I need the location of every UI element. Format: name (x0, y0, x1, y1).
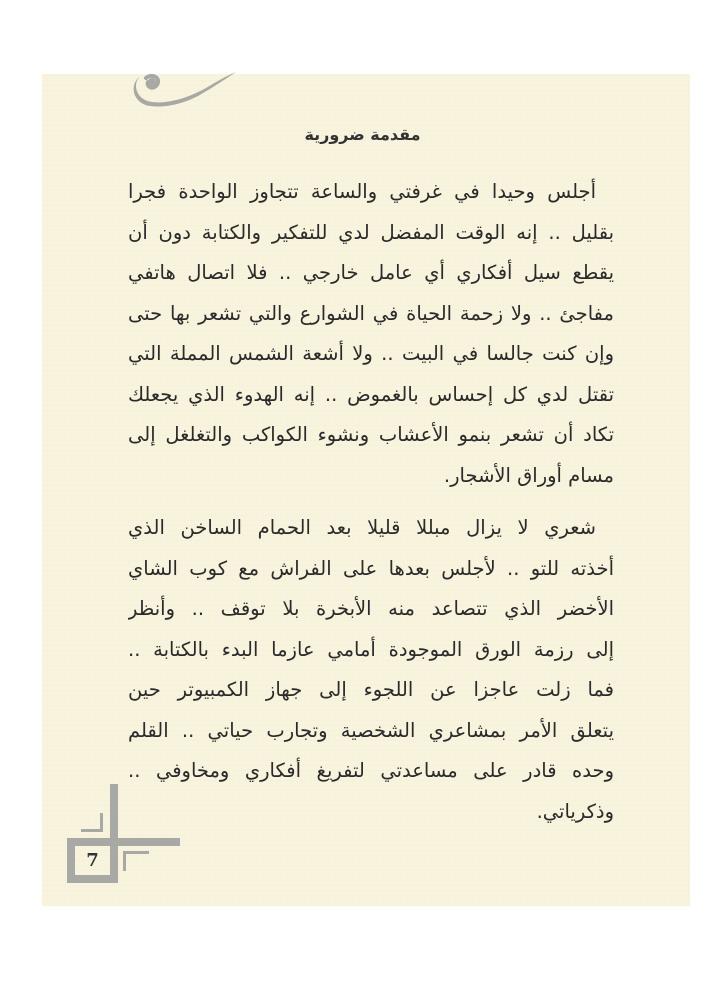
ornament-small-corner (123, 851, 126, 871)
text-line: مسام أوراق الأشجار. (443, 463, 614, 487)
text-line: أخذته للتو .. لأجلس بعدها على الفراش مع كوب الشاي (128, 556, 614, 580)
text-line: يتعلق الأمر بمشاعري الشخصية وتجارب حياتي .. القلم (128, 718, 614, 742)
text-line: مفاجئ .. ولا زحمة الحياة في الشوارع والتي تشعر بها حتى (128, 301, 614, 325)
text-line: يقطع سيل أفكاري أي عامل خارجي .. فلا اتصال هاتفي (128, 261, 614, 284)
text-line: وذكرياتي. (536, 799, 614, 823)
ornament-box-bottom (67, 875, 118, 883)
body-text (128, 172, 614, 832)
text-line: بقليل .. إنه الوقت المفضل لدي للتفكير والكتابة دون أن (128, 220, 614, 244)
paragraph (128, 508, 614, 832)
text-line: وإن كنت جالسا في البيت .. ولا أشعة الشمس المملة التي (128, 342, 614, 365)
ornament-horizontal-bar (67, 838, 180, 846)
text-line: فما زلت عاجزا عن اللجوء إلى جهاز الكمبيوتر حين (128, 678, 614, 701)
text-line: شعري لا يزال مبللا قليلا بعد الحمام الساخن الذي (128, 516, 596, 539)
text-line: أجلس وحيدا في غرفتي والساعة تتجاوز الواحدة فجرا (128, 180, 596, 203)
ornament-small-corner (81, 829, 103, 832)
text-line: وحده قادر على مساعدتي لتفريغ أفكاري ومخاوفي .. (128, 759, 614, 782)
page-number: 7 (86, 850, 99, 871)
ornament-vertical-bar (110, 784, 118, 883)
text-line: تكاد أن تشعر بنمو الأعشاب ونشوء الكواكب والتغلغل إلى (128, 423, 614, 446)
text-line: إلى رزمة الورق الموجودة أمامي عازما البدء بالكتابة .. (128, 637, 614, 661)
swirl-ornament-icon (128, 66, 238, 110)
text-line: الأخضر الذي تتصاعد منه الأبخرة بلا توقف .. وأنظر (128, 597, 614, 620)
text-line: تقتل لدي كل إحساس بالغموض .. إنه الهدوء الذي يجعلك (128, 382, 614, 406)
paragraph-spacer (128, 496, 614, 508)
chapter-title: مقدمة ضرورية (304, 125, 421, 144)
ornament-small-corner (123, 851, 149, 854)
paragraph (128, 172, 614, 496)
